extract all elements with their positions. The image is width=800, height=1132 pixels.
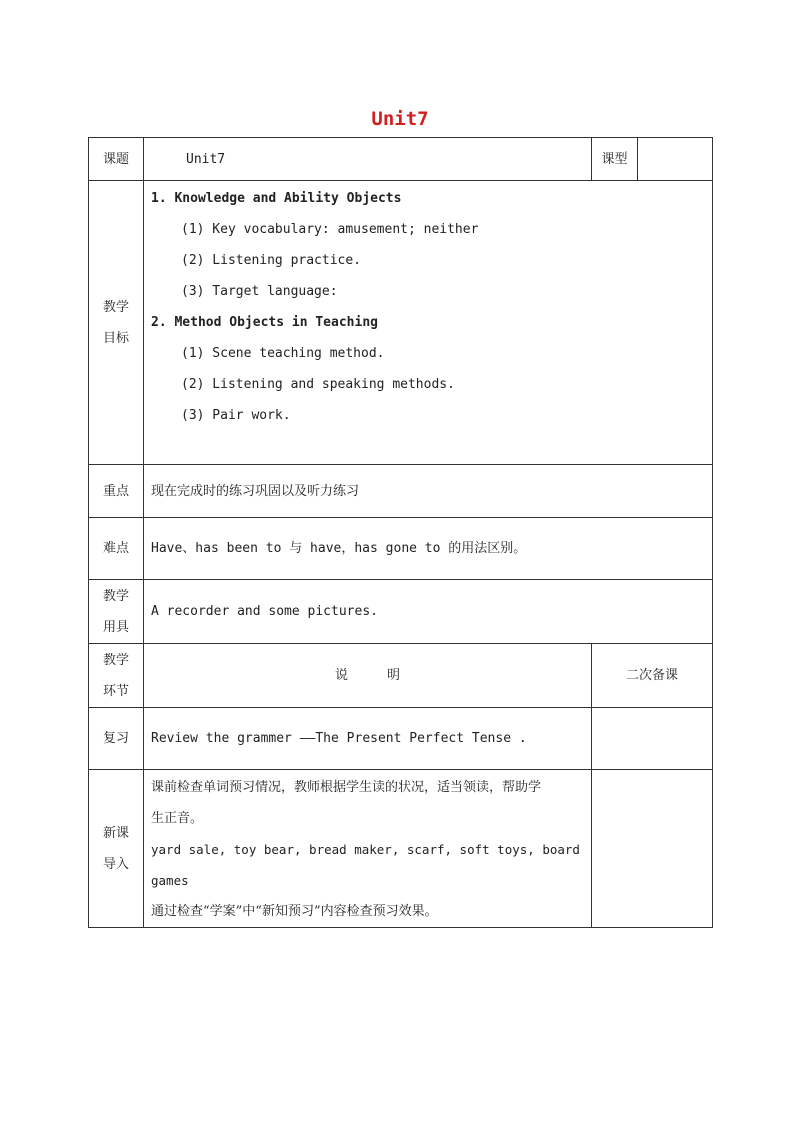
objective-item: (2) Listening practice.	[181, 253, 362, 268]
second-prep-header: 二次备课	[592, 644, 713, 708]
tools-label: 教学 用具	[89, 580, 144, 644]
objective-item: (3) Pair work.	[181, 408, 291, 423]
review-row	[89, 708, 713, 770]
objective-item: (3) Target language:	[181, 284, 338, 299]
topic-value: Unit7	[144, 138, 592, 181]
steps-label: 教学 环节	[89, 644, 144, 708]
review-second-prep	[592, 708, 713, 770]
new-lesson-line: yard sale, toy bear, bread maker, scarf, soft toys, board	[151, 842, 580, 857]
type-label: 课型	[592, 138, 638, 181]
objective-heading: 2. Method Objects in Teaching	[151, 315, 378, 330]
new-lesson-second-prep	[592, 770, 713, 928]
tools-row	[89, 580, 713, 644]
new-lesson-label: 新课 导入	[89, 770, 144, 928]
tools-text: A recorder and some pictures.	[144, 580, 713, 644]
new-lesson-line: 生正音。	[151, 811, 204, 826]
topic-row	[89, 138, 713, 181]
objective-item: (1) Scene teaching method.	[181, 346, 385, 361]
review-label: 复习	[89, 708, 144, 770]
review-text: Review the grammer ——The Present Perfect Tense .	[144, 708, 592, 770]
key-points-row	[89, 465, 713, 518]
objectives-row	[89, 181, 713, 465]
type-value	[638, 138, 713, 181]
lesson-plan-table	[88, 137, 713, 928]
objective-heading: 1. Knowledge and Ability Objects	[151, 191, 402, 206]
objective-item: (2) Listening and speaking methods.	[181, 377, 455, 392]
document-title: Unit7	[371, 108, 429, 130]
difficulties-text: Have、has been to 与 have，has gone to 的用法区别。	[144, 518, 713, 580]
objective-item: (1) Key vocabulary: amusement; neither	[181, 222, 479, 237]
new-lesson-content	[144, 770, 592, 928]
new-lesson-row	[89, 770, 713, 928]
topic-label: 课题	[89, 138, 144, 181]
steps-desc-header: 说 明	[144, 644, 592, 708]
key-points-label: 重点	[89, 465, 144, 518]
objectives-label: 教学 目标	[89, 181, 144, 465]
steps-header-row	[89, 644, 713, 708]
new-lesson-line: 课前检查单词预习情况，教师根据学生读的状况，适当领读，帮助学	[151, 780, 542, 795]
difficulties-label: 难点	[89, 518, 144, 580]
difficulties-row	[89, 518, 713, 580]
key-points-text: 现在完成时的练习巩固以及听力练习	[144, 465, 713, 518]
new-lesson-line: 通过检查“学案”中“新知预习”内容检查预习效果。	[151, 904, 438, 919]
new-lesson-line: games	[151, 873, 189, 888]
objectives-content	[144, 181, 713, 465]
